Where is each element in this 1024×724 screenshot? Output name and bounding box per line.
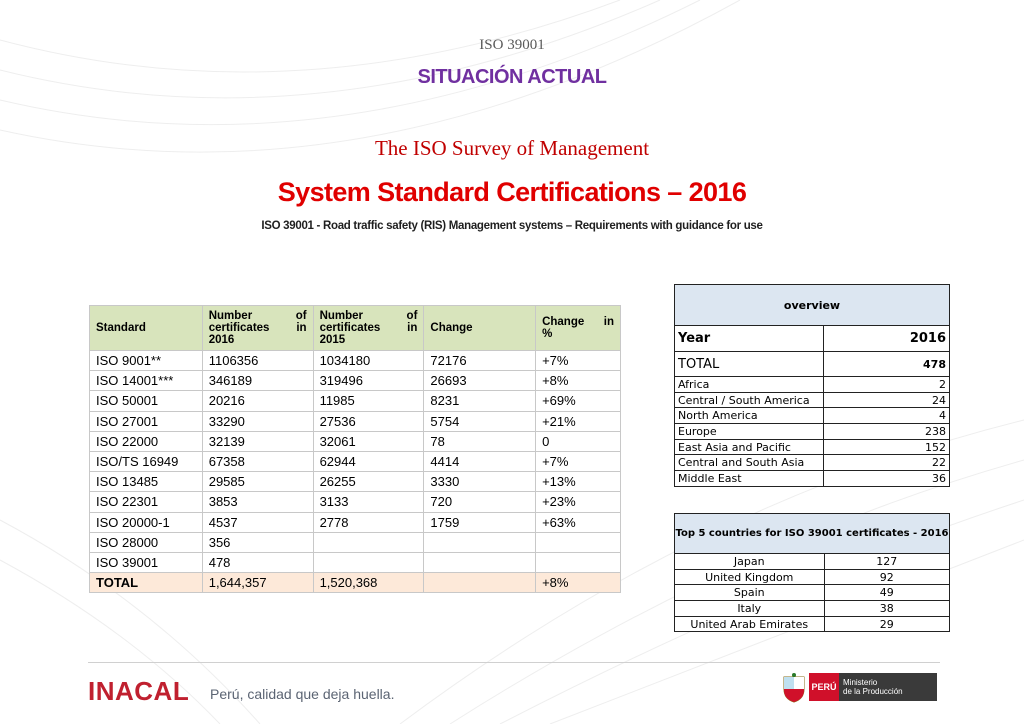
- table-row: [90, 492, 621, 512]
- ministry-badge: [839, 673, 937, 701]
- cell-2016: 1106356: [202, 351, 313, 371]
- table-header-row: [90, 306, 621, 351]
- list-item: [675, 424, 950, 440]
- top5-title: Top 5 countries for ISO 39001 certificates - 2016: [675, 514, 950, 554]
- table-row: [90, 451, 621, 471]
- cell-standard: ISO 28000: [90, 532, 203, 552]
- top5-countries-table: [674, 513, 950, 632]
- region-name: Central and South Asia: [675, 455, 824, 471]
- cell-standard: ISO 9001**: [90, 351, 203, 371]
- cell-2016: 1,644,357: [202, 573, 313, 593]
- list-item: [675, 554, 950, 570]
- header-change: Change: [424, 306, 536, 351]
- table-row: [90, 472, 621, 492]
- header-change-percent: Change in %: [536, 306, 621, 351]
- list-item: [675, 616, 950, 632]
- ministry-line2: de la Producción: [843, 687, 903, 696]
- region-name: Europe: [675, 424, 824, 440]
- cell-2015: 1,520,368: [313, 573, 424, 593]
- cell-2015: 26255: [313, 472, 424, 492]
- region-value: 24: [824, 392, 950, 408]
- cell-2015: 62944: [313, 451, 424, 471]
- cell-2016: 32139: [202, 431, 313, 451]
- cell-2016: 20216: [202, 391, 313, 411]
- cell-2015: 32061: [313, 431, 424, 451]
- cell-change-pct: 0: [536, 431, 621, 451]
- cell-change: 3330: [424, 472, 536, 492]
- cell-standard: ISO 13485: [90, 472, 203, 492]
- table-row: [90, 552, 621, 572]
- cell-change: 72176: [424, 351, 536, 371]
- cell-2015: 1034180: [313, 351, 424, 371]
- cell-2015: 3133: [313, 492, 424, 512]
- cell-change-pct: +63%: [536, 512, 621, 532]
- region-value: 2: [824, 377, 950, 393]
- table-row: [90, 351, 621, 371]
- region-name: East Asia and Pacific: [675, 439, 824, 455]
- cell-2016: 3853: [202, 492, 313, 512]
- cell-change: [424, 532, 536, 552]
- cell-2016: 4537: [202, 512, 313, 532]
- cell-change: [424, 552, 536, 572]
- overview-table: [674, 284, 950, 487]
- list-item: [675, 585, 950, 601]
- year-label: Year: [675, 326, 824, 352]
- peru-badge: PERÚ: [809, 673, 839, 701]
- header-certificates-2016: Number of certificates in 2016: [202, 306, 313, 351]
- region-name: Africa: [675, 377, 824, 393]
- cell-change-pct: +8%: [536, 573, 621, 593]
- peru-crest-icon: [781, 673, 807, 703]
- header-certificates-2015: Number of certificates in 2015: [313, 306, 424, 351]
- survey-title: The ISO Survey of Management: [374, 136, 650, 160]
- cell-2016: 29585: [202, 472, 313, 492]
- list-item: [675, 408, 950, 424]
- cell-change-pct: +21%: [536, 411, 621, 431]
- region-name: Central / South America: [675, 392, 824, 408]
- cell-2015: [313, 532, 424, 552]
- country-value: 49: [824, 585, 950, 601]
- footer-slogan: Perú, calidad que deja huella.: [210, 686, 395, 702]
- cell-change: 720: [424, 492, 536, 512]
- country-name: Japan: [675, 554, 825, 570]
- ministry-line1: Ministerio: [843, 678, 878, 687]
- list-item: [675, 377, 950, 393]
- list-item: [675, 455, 950, 471]
- cell-standard: ISO 22000: [90, 431, 203, 451]
- iso-label: ISO 39001: [479, 37, 545, 53]
- table-row: [90, 532, 621, 552]
- cell-change-pct: +7%: [536, 451, 621, 471]
- cell-standard: ISO 50001: [90, 391, 203, 411]
- cell-standard: TOTAL: [90, 573, 203, 593]
- region-value: 152: [824, 439, 950, 455]
- cell-standard: ISO 22301: [90, 492, 203, 512]
- cell-change-pct: +69%: [536, 391, 621, 411]
- cell-change-pct: [536, 552, 621, 572]
- cell-2016: 67358: [202, 451, 313, 471]
- table-row: [90, 391, 621, 411]
- table-row: [90, 512, 621, 532]
- cell-2016: 478: [202, 552, 313, 572]
- table-total-row: [90, 573, 621, 593]
- header-standard: Standard: [90, 306, 203, 351]
- main-title: System Standard Certifications – 2016: [277, 177, 747, 207]
- cell-standard: ISO/TS 16949: [90, 451, 203, 471]
- cell-2016: 346189: [202, 371, 313, 391]
- cell-standard: ISO 27001: [90, 411, 203, 431]
- region-name: Middle East: [675, 471, 824, 487]
- table-row: [90, 411, 621, 431]
- cell-standard: ISO 20000-1: [90, 512, 203, 532]
- inacal-logo: INACAL: [88, 676, 190, 706]
- cell-change-pct: +7%: [536, 351, 621, 371]
- cell-change-pct: +8%: [536, 371, 621, 391]
- overview-title: overview: [675, 285, 950, 326]
- region-value: 238: [824, 424, 950, 440]
- country-value: 38: [824, 601, 950, 617]
- cell-standard: ISO 39001: [90, 552, 203, 572]
- cell-2015: 27536: [313, 411, 424, 431]
- region-value: 4: [824, 408, 950, 424]
- region-name: North America: [675, 408, 824, 424]
- table-row: [90, 431, 621, 451]
- cell-2015: 2778: [313, 512, 424, 532]
- cell-change: 26693: [424, 371, 536, 391]
- cell-change: 8231: [424, 391, 536, 411]
- cell-2015: 11985: [313, 391, 424, 411]
- list-item: [675, 471, 950, 487]
- list-item: [675, 569, 950, 585]
- cell-change: 1759: [424, 512, 536, 532]
- table-row: [90, 371, 621, 391]
- year-value: 2016: [824, 326, 950, 352]
- country-value: 29: [824, 616, 950, 632]
- region-value: 22: [824, 455, 950, 471]
- cell-2016: 33290: [202, 411, 313, 431]
- cell-change-pct: [536, 532, 621, 552]
- cell-change: [424, 573, 536, 593]
- cell-change-pct: +23%: [536, 492, 621, 512]
- cell-change-pct: +13%: [536, 472, 621, 492]
- country-value: 92: [824, 569, 950, 585]
- list-item: [675, 439, 950, 455]
- certifications-table: [89, 305, 621, 593]
- total-value: 478: [824, 352, 950, 377]
- country-name: Spain: [675, 585, 825, 601]
- footer-divider: [88, 662, 940, 663]
- cell-change: 4414: [424, 451, 536, 471]
- cell-2015: [313, 552, 424, 572]
- cell-change: 5754: [424, 411, 536, 431]
- cell-2015: 319496: [313, 371, 424, 391]
- country-name: United Arab Emirates: [675, 616, 825, 632]
- country-name: United Kingdom: [675, 569, 825, 585]
- country-value: 127: [824, 554, 950, 570]
- cell-change: 78: [424, 431, 536, 451]
- cell-standard: ISO 14001***: [90, 371, 203, 391]
- country-name: Italy: [675, 601, 825, 617]
- total-label: TOTAL: [675, 352, 824, 377]
- section-title: SITUACIÓN ACTUAL: [417, 66, 607, 88]
- list-item: [675, 601, 950, 617]
- subtitle: ISO 39001 - Road traffic safety (RIS) Management systems – Requirements with guidance for use: [261, 220, 763, 232]
- cell-2016: 356: [202, 532, 313, 552]
- list-item: [675, 392, 950, 408]
- region-value: 36: [824, 471, 950, 487]
